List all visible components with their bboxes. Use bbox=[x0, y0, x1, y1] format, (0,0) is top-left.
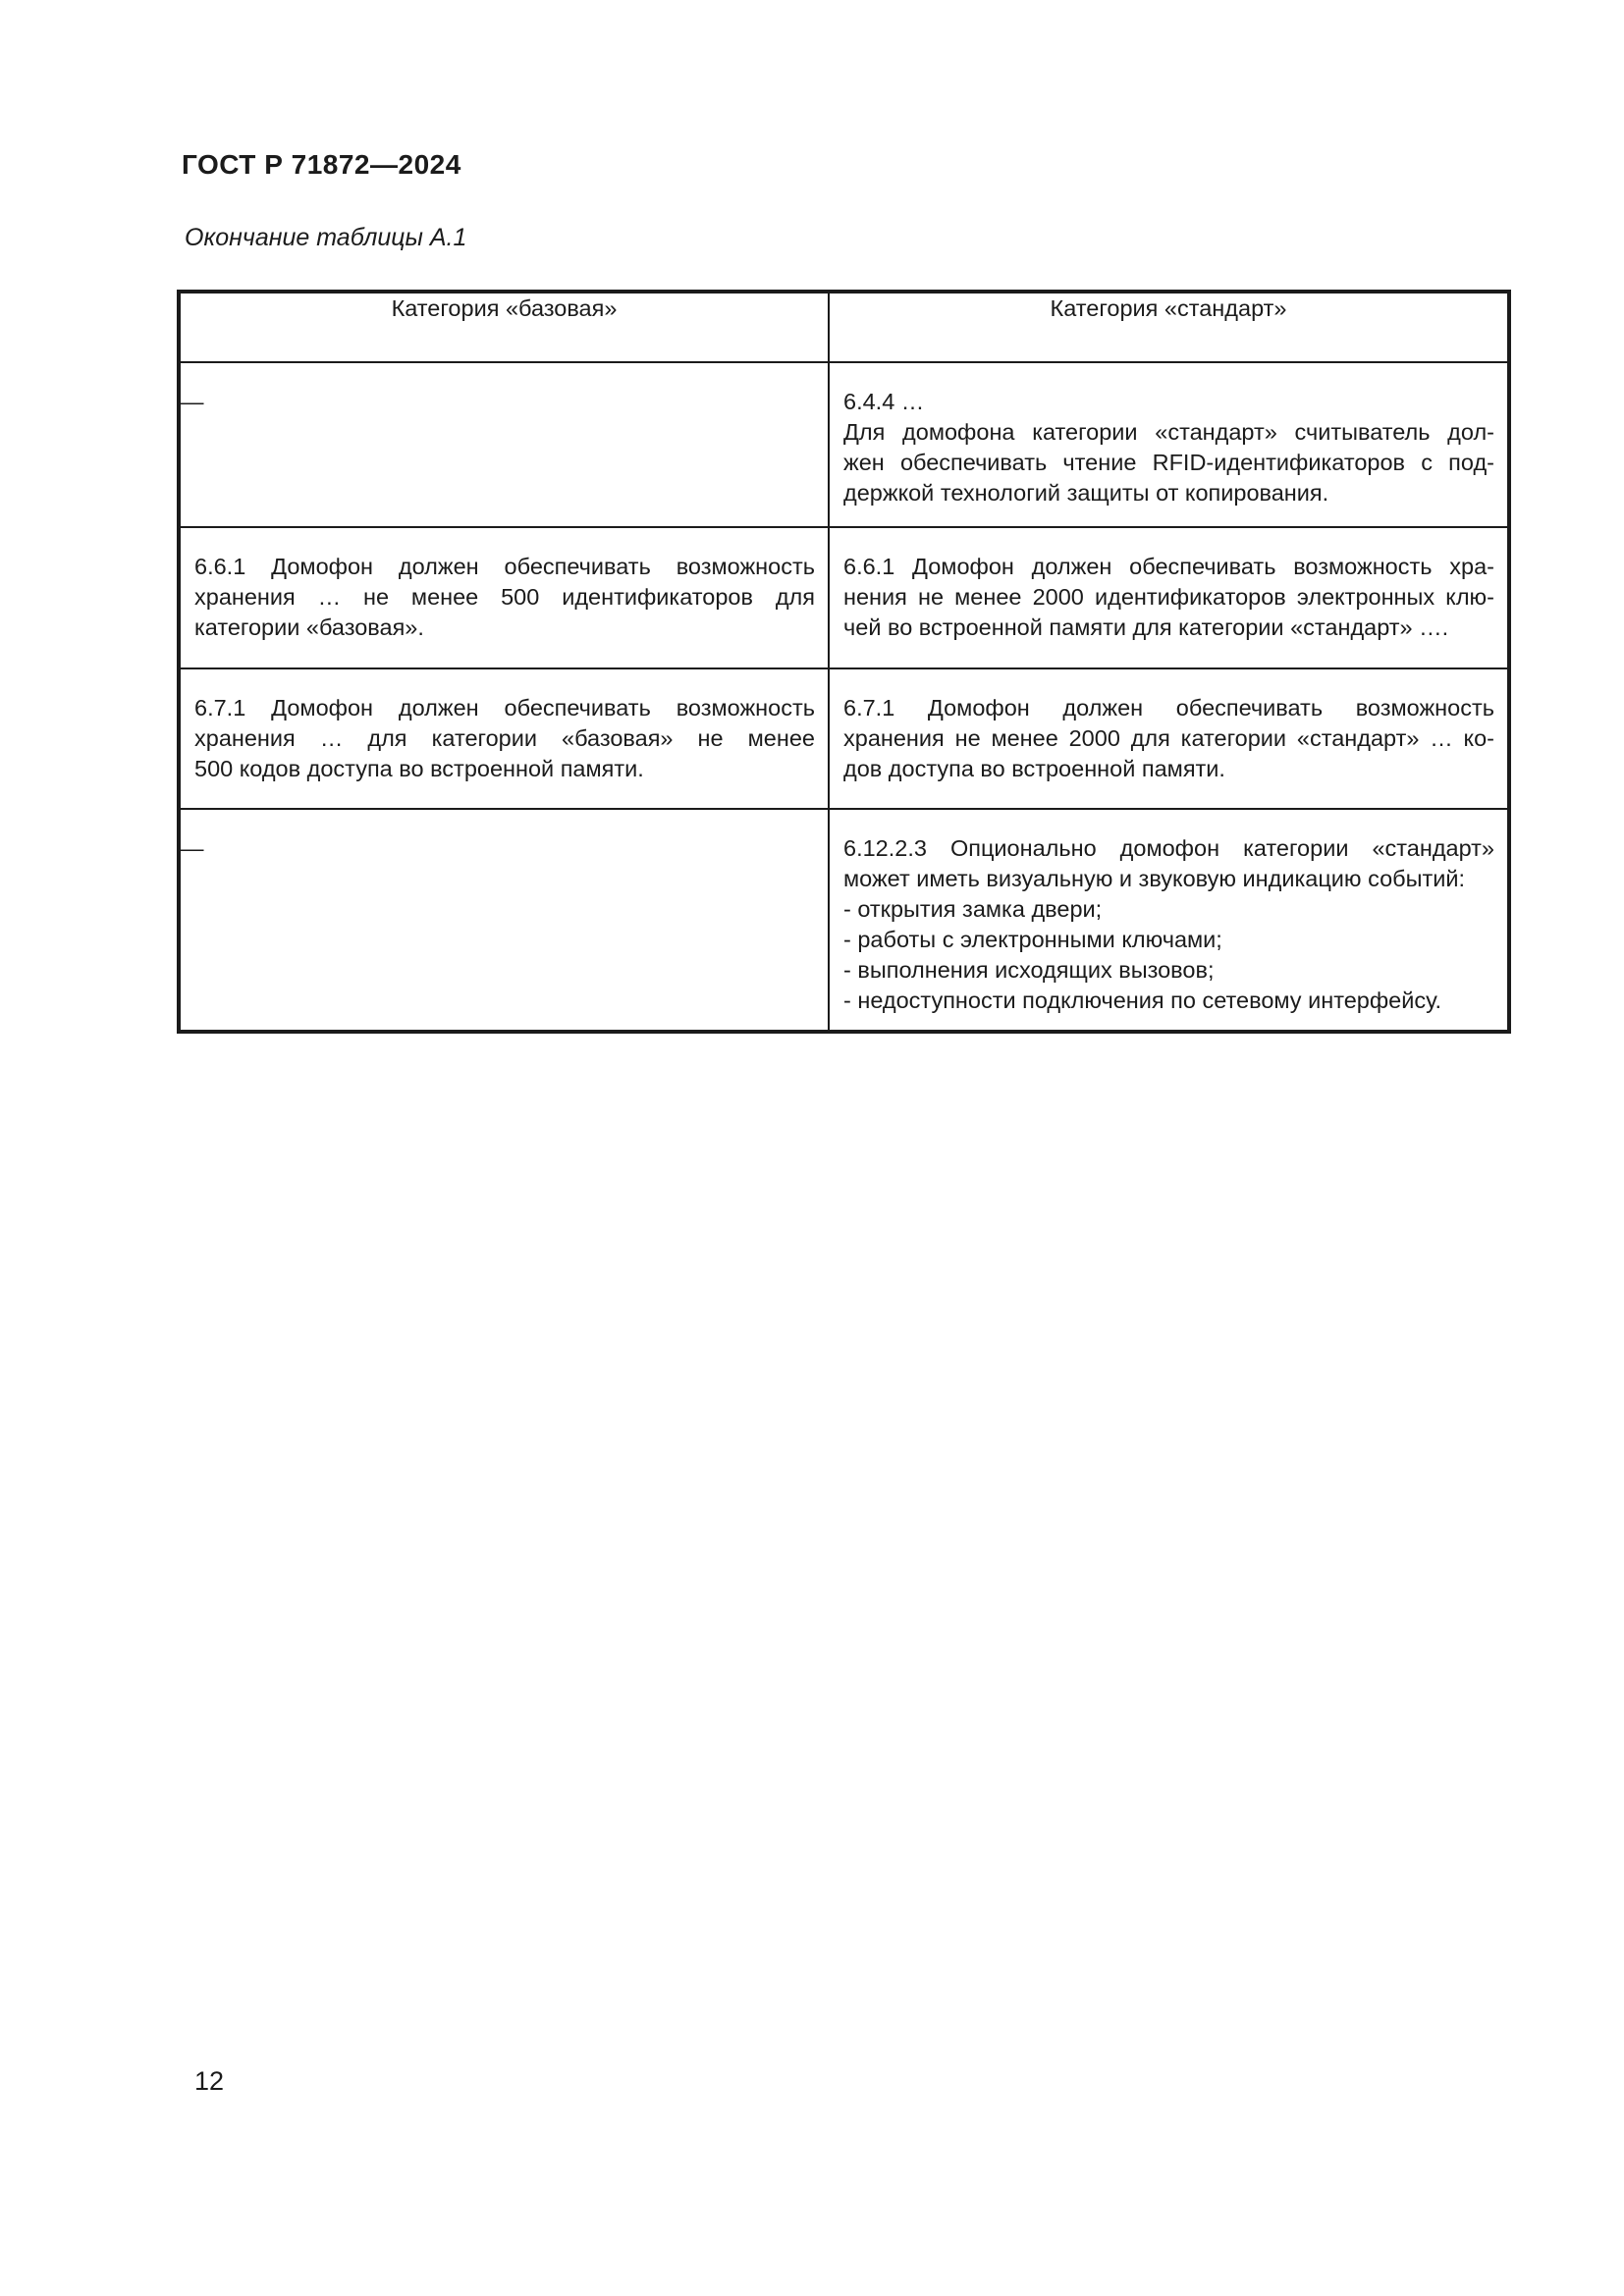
col-header-standard: Категория «стандарт» bbox=[829, 292, 1509, 362]
text-line: 500 кодов доступа во встроенной памяти. bbox=[194, 756, 644, 781]
col-header-basic: Категория «базовая» bbox=[179, 292, 829, 362]
doc-code: ГОСТ Р 71872—2024 bbox=[182, 149, 461, 180]
text-line: категории «базовая». bbox=[194, 614, 424, 640]
text-line: жен обеспечивать чтение RFID-идентификаторов с под- bbox=[843, 450, 1494, 475]
text-line: держкой технологий защиты от копирования. bbox=[843, 480, 1329, 506]
text-line: 6.4.4 … bbox=[843, 389, 925, 414]
table-row bbox=[179, 809, 1509, 1032]
text-line: хранения не менее 2000 для категории «стандарт» … ко- bbox=[843, 725, 1494, 751]
text-line: 6.6.1 Домофон должен обеспечивать возможность bbox=[194, 554, 815, 579]
table-caption: Окончание таблицы А.1 bbox=[185, 224, 467, 251]
text-line: 6.7.1 Домофон должен обеспечивать возможность bbox=[843, 695, 1494, 721]
text-line: чей во встроенной памяти для категории «стандарт» …. bbox=[843, 614, 1449, 640]
text-line: хранения … для категории «базовая» не менее bbox=[194, 725, 815, 751]
cell-standard-row3 bbox=[829, 668, 1509, 809]
cell-standard-row2 bbox=[829, 527, 1509, 668]
text-line: хранения … не менее 500 идентификаторов для bbox=[194, 584, 815, 610]
text-line: может иметь визуальную и звуковую индикацию событий: bbox=[843, 866, 1466, 891]
table-row bbox=[179, 362, 1509, 527]
text-line: 6.7.1 Домофон должен обеспечивать возможность bbox=[194, 695, 815, 721]
cell-basic-row4 bbox=[179, 809, 829, 1032]
text-line: 6.12.2.3 Опционально домофон категории «стандарт» bbox=[843, 835, 1494, 861]
spec-table bbox=[177, 290, 1511, 1034]
table-header-row bbox=[179, 292, 1509, 362]
cell-basic-row3 bbox=[179, 668, 829, 809]
cell-standard-row1 bbox=[829, 362, 1509, 527]
text-line: дов доступа во встроенной памяти. bbox=[843, 756, 1225, 781]
page-number: 12 bbox=[194, 2066, 225, 2096]
text-line: Для домофона категории «стандарт» считыватель дол- bbox=[843, 419, 1494, 445]
text-line: нения не менее 2000 идентификаторов электронных клю- bbox=[843, 584, 1494, 610]
list-line: - выполнения исходящих вызовов; bbox=[843, 957, 1215, 983]
cell-basic-row2 bbox=[179, 527, 829, 668]
table-row bbox=[179, 668, 1509, 809]
text-line: 6.6.1 Домофон должен обеспечивать возможность хра- bbox=[843, 554, 1494, 579]
table-row bbox=[179, 527, 1509, 668]
table-container bbox=[177, 290, 1511, 1034]
list-line: - открытия замка двери; bbox=[843, 896, 1103, 922]
em-dash: — bbox=[181, 835, 204, 861]
list-line: - недоступности подключения по сетевому интерфейсу. bbox=[843, 988, 1442, 1013]
list-line: - работы с электронными ключами; bbox=[843, 927, 1222, 952]
cell-standard-row4 bbox=[829, 809, 1509, 1032]
cell-basic-row1 bbox=[179, 362, 829, 527]
em-dash: — bbox=[181, 389, 204, 414]
